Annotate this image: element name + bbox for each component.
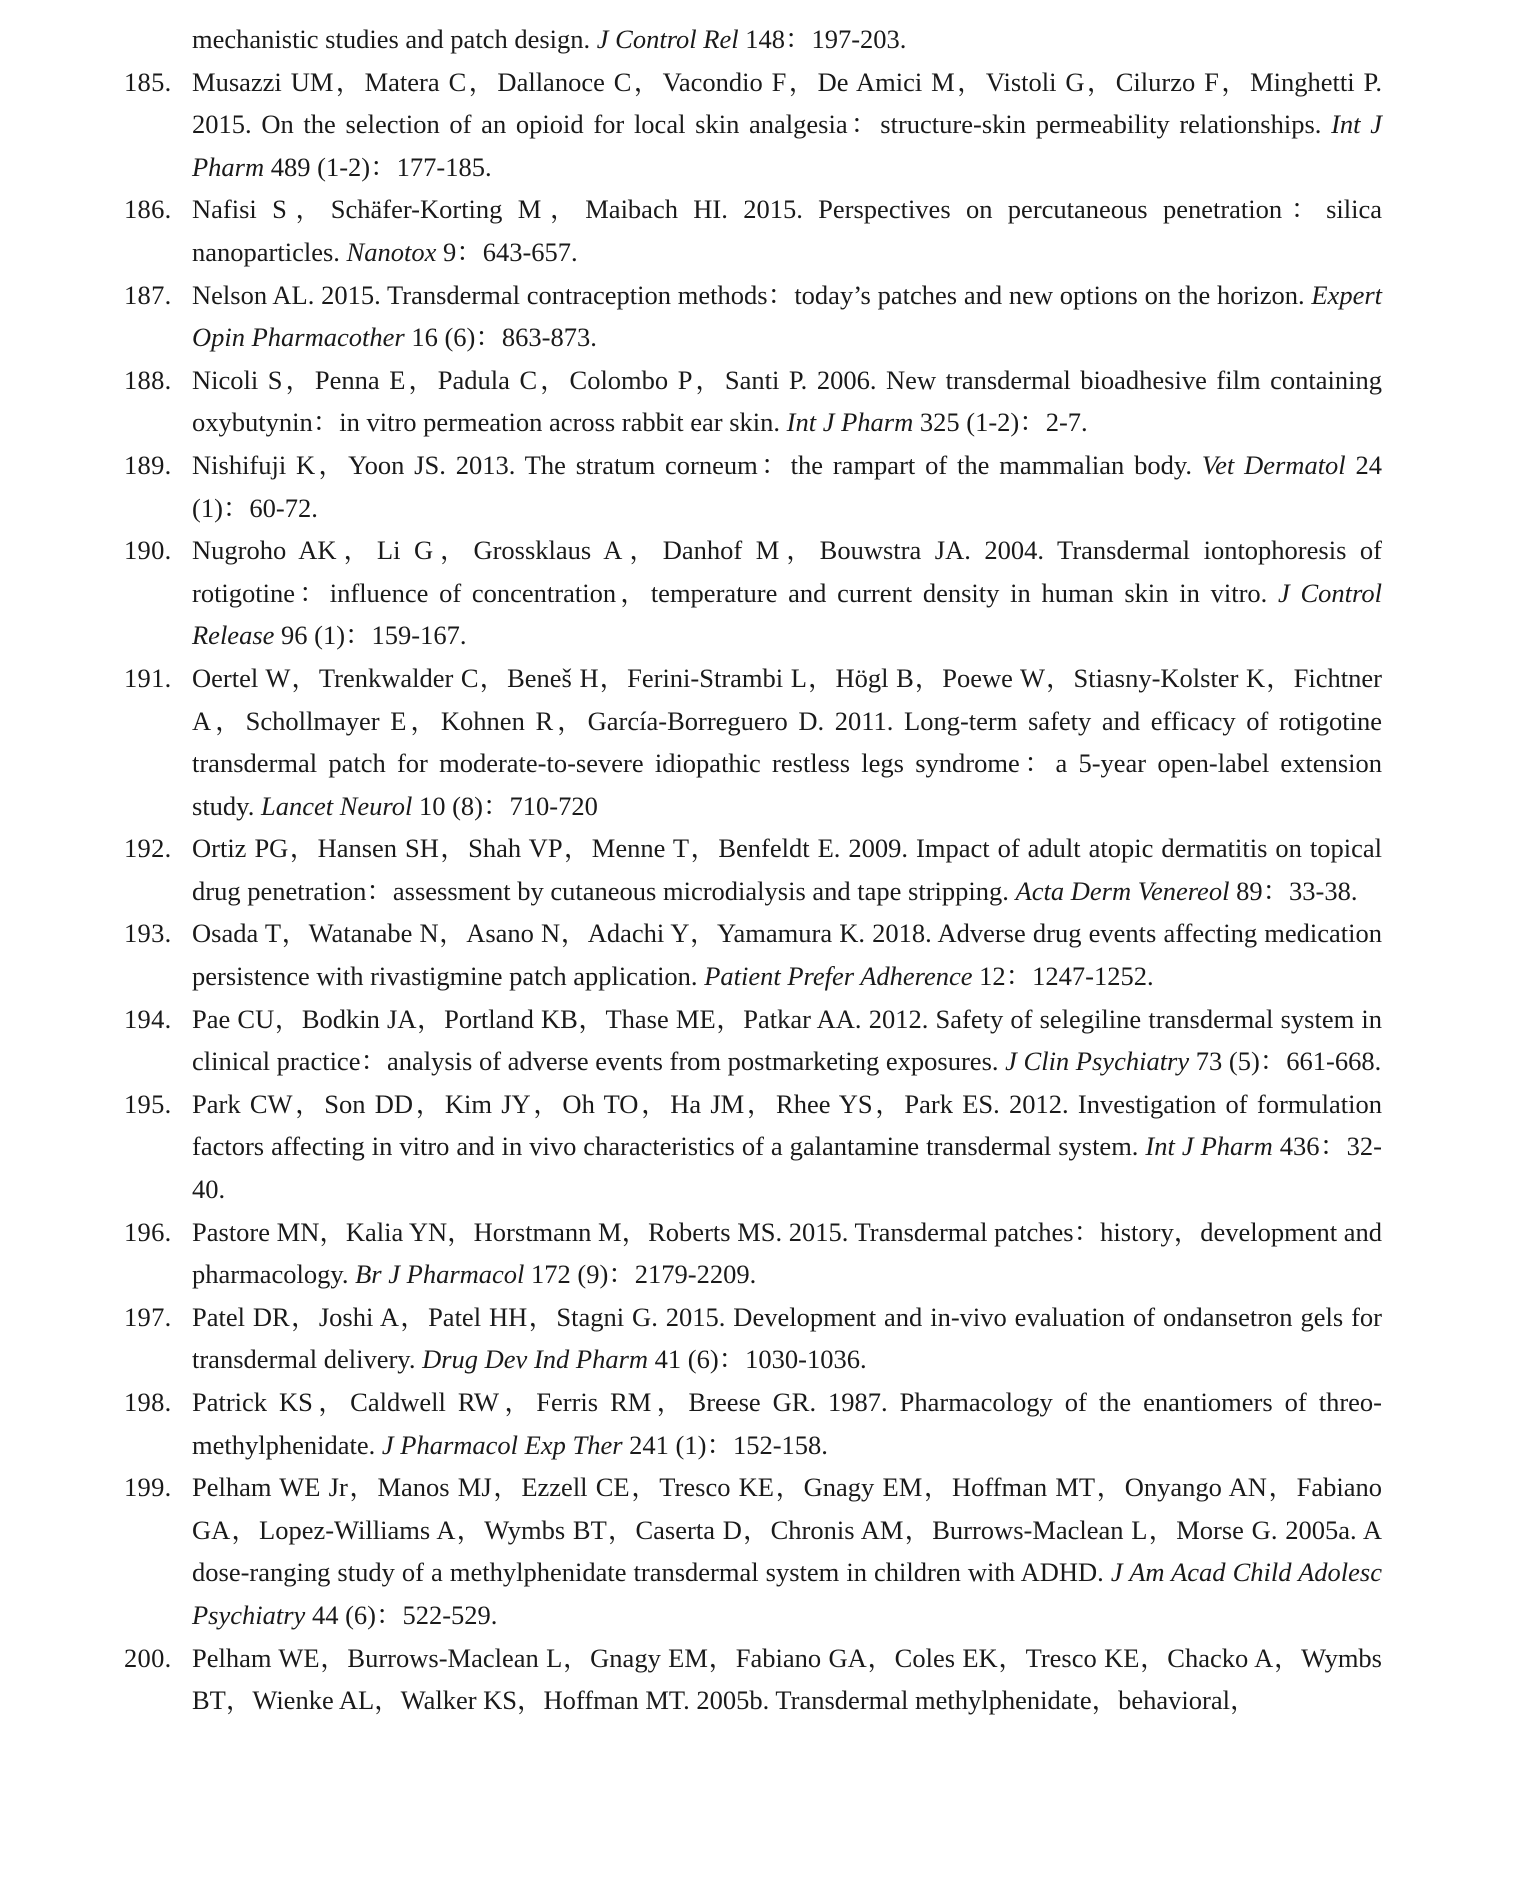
- reference-citation: 148：197-203.: [745, 24, 907, 54]
- reference-entry-185: [120, 61, 1382, 189]
- reference-citation: 89：33-38.: [1236, 875, 1358, 906]
- reference-text: Ortiz PG，Hansen SH，Shah VP，Menne T，Benfeldt E. 2009. Impact of adult atopic dermatitis on topical drug penetration：assessment by cutaneous microdialysis and tape stripping.: [192, 833, 1382, 906]
- reference-journal: Vet Dermatol: [1201, 449, 1346, 480]
- reference-entry-200: [120, 1637, 1382, 1722]
- reference-text: Oertel W，Trenkwalder C，Beneš H，Ferini-Strambi L，Högl B，Poewe W，Stiasny-Kolster K，Fichtner A，Schollmayer E，Kohnen R，García-Borreguero D. 2011. Long-term safety and efficacy of rotigotine transdermal patch for moderate-to-severe idiopathic restless legs syndrome：a 5-year open-label extension study.: [192, 662, 1382, 821]
- reference-entry-199: [120, 1466, 1382, 1636]
- reference-text: Nelson AL. 2015. Transdermal contraception methods：today’s patches and new options on the horizon.: [192, 279, 1305, 310]
- reference-journal: Expert Opin Pharmacother: [192, 279, 1383, 353]
- reference-text: Pelham WE，Burrows-Maclean L，Gnagy EM，Fabiano GA，Coles EK，Tresco KE，Chacko A，Wymbs BT，Wienke AL，Walker KS，Hoffman MT. 2005b. Transdermal methylphenidate，behavioral，: [192, 1642, 1382, 1716]
- reference-entry-189: [120, 444, 1382, 529]
- reference-journal: Br J Pharmacol: [355, 1259, 525, 1290]
- reference-number: 186.: [124, 194, 172, 225]
- reference-text: Nugroho AK，Li G，Grossklaus A，Danhof M，Bouwstra JA. 2004. Transdermal iontophoresis of rotigotine：influence of concentration，temperature and current density in human skin in vitro.: [192, 535, 1382, 608]
- reference-text: Musazzi UM，Matera C，Dallanoce C，Vacondio F，De Amici M，Vistoli G，Cilurzo F，Minghetti P. 2015. On the selection of an opioid for local skin analgesia：structure-skin permeability relationships.: [192, 66, 1382, 140]
- reference-text: Patel DR，Joshi A，Patel HH，Stagni G. 2015. Development and in-vivo evaluation of ondansetron gels for transdermal delivery.: [192, 1301, 1382, 1375]
- reference-journal: Drug Dev Ind Pharm: [422, 1344, 649, 1375]
- reference-entry-197: [120, 1296, 1382, 1381]
- reference-text: Pastore MN，Kalia YN，Horstmann M，Roberts MS. 2015. Transdermal patches：history，development and pharmacology.: [192, 1216, 1382, 1290]
- reference-citation: 44 (6)：522-529.: [311, 1599, 498, 1630]
- reference-entry-198: [120, 1381, 1382, 1466]
- reference-journal: Int J Pharm: [786, 407, 914, 438]
- reference-journal: Int J Pharm: [1145, 1131, 1273, 1162]
- reference-number: 185.: [124, 66, 172, 97]
- reference-number: 195.: [124, 1088, 172, 1119]
- reference-text: Pae CU，Bodkin JA，Portland KB，Thase ME，Patkar AA. 2012. Safety of selegiline transdermal system in clinical practice：analysis of adverse events from postmarketing exposures.: [192, 1003, 1382, 1077]
- reference-journal: Lancet Neurol: [260, 790, 413, 821]
- reference-journal: J Control Rel: [596, 24, 739, 54]
- reference-number: 190.: [124, 535, 172, 566]
- reference-number: 187.: [124, 279, 172, 310]
- reference-entry-196: [120, 1211, 1382, 1296]
- reference-entry-193: [120, 912, 1382, 997]
- reference-text: Nafisi S，Schäfer-Korting M，Maibach HI. 2015. Perspectives on percutaneous penetration：silica nanoparticles.: [192, 194, 1382, 267]
- reference-entry-194: [120, 998, 1382, 1083]
- reference-citation: 12：1247-1252.: [979, 961, 1154, 992]
- reference-journal: Int J Pharm: [192, 109, 1383, 182]
- reference-journal: J Pharmacol Exp Ther: [381, 1429, 623, 1460]
- reference-citation: 73 (5)：661-668.: [1195, 1046, 1382, 1077]
- reference-citation: 9：643-657.: [442, 236, 578, 267]
- reference-citation: 41 (6)：1030-1036.: [654, 1344, 867, 1375]
- reference-citation: 436：32-40.: [192, 1131, 1383, 1205]
- reference-citation: 96 (1)：159-167.: [281, 620, 467, 651]
- reference-citation: 241 (1)：152-158.: [629, 1429, 828, 1460]
- reference-citation: 16 (6)：863-873.: [411, 322, 597, 353]
- reference-journal: J Control Release: [192, 577, 1382, 651]
- reference-citation: 489 (1-2)：177-185.: [270, 151, 492, 182]
- reference-citation: 24 (1)：60-72.: [192, 449, 1383, 523]
- reference-number: 198.: [124, 1387, 172, 1417]
- reference-entry-195: [120, 1083, 1382, 1211]
- reference-text: Osada T，Watanabe N，Asano N，Adachi Y，Yamamura K. 2018. Adverse drug events affecting medication persistence with rivastigmine patch application.: [192, 918, 1382, 992]
- reference-number: 192.: [124, 833, 172, 864]
- reference-number: 200.: [124, 1642, 172, 1673]
- reference-entry-186: [120, 188, 1382, 273]
- reference-citation: 325 (1-2)：2-7.: [919, 407, 1088, 438]
- reference-number: 191.: [124, 662, 172, 693]
- reference-entry-188: [120, 359, 1382, 444]
- reference-text: mechanistic studies and patch design.: [192, 24, 591, 54]
- reference-citation: 10 (8)：710-720: [418, 790, 598, 821]
- reference-citation: 172 (9)：2179-2209.: [531, 1259, 757, 1290]
- reference-list: [120, 18, 1382, 1722]
- reference-journal: J Am Acad Child Adolesc Psychiatry: [192, 1557, 1382, 1630]
- reference-number: 197.: [124, 1301, 172, 1332]
- reference-journal: J Clin Psychiatry: [1005, 1046, 1190, 1077]
- reference-text: Pelham WE Jr，Manos MJ，Ezzell CE，Tresco KE，Gnagy EM，Hoffman MT，Onyango AN，Fabiano GA，Lopez-Williams A，Wymbs BT，Caserta D，Chronis AM，Burrows-Maclean L，Morse G. 2005a. A dose-ranging study of a methylphenidate transdermal system in children with ADHD.: [192, 1472, 1382, 1588]
- reference-number: 194.: [124, 1003, 172, 1034]
- reference-number: 193.: [124, 918, 172, 949]
- reference-text: Park CW，Son DD，Kim JY，Oh TO，Ha JM，Rhee YS，Park ES. 2012. Investigation of formulation factors affecting in vitro and in vivo characteristics of a galantamine transdermal system.: [192, 1088, 1382, 1162]
- reference-journal: Patient Prefer Adherence: [704, 961, 973, 992]
- reference-number: 189.: [124, 449, 172, 480]
- reference-text: Patrick KS，Caldwell RW，Ferris RM，Breese GR. 1987. Pharmacology of the enantiomers of threo-methylphenidate.: [192, 1387, 1382, 1460]
- reference-entry-190: [120, 529, 1382, 657]
- reference-entry-192: [120, 827, 1382, 912]
- reference-number: 188.: [124, 364, 172, 395]
- reference-text: Nishifuji K，Yoon JS. 2013. The stratum corneum：the rampart of the mammalian body.: [192, 449, 1193, 480]
- reference-entry-191: [120, 657, 1382, 827]
- reference-text: Nicoli S，Penna E，Padula C，Colombo P，Santi P. 2006. New transdermal bioadhesive film containing oxybutynin：in vitro permeation across rabbit ear skin.: [192, 364, 1382, 438]
- reference-entry-187: [120, 274, 1382, 359]
- reference-journal: Acta Derm Venereol: [1015, 875, 1230, 906]
- reference-number: 199.: [124, 1472, 172, 1503]
- reference-journal: Nanotox: [346, 236, 437, 267]
- reference-entry-continuation: [120, 18, 1382, 61]
- reference-number: 196.: [124, 1216, 172, 1247]
